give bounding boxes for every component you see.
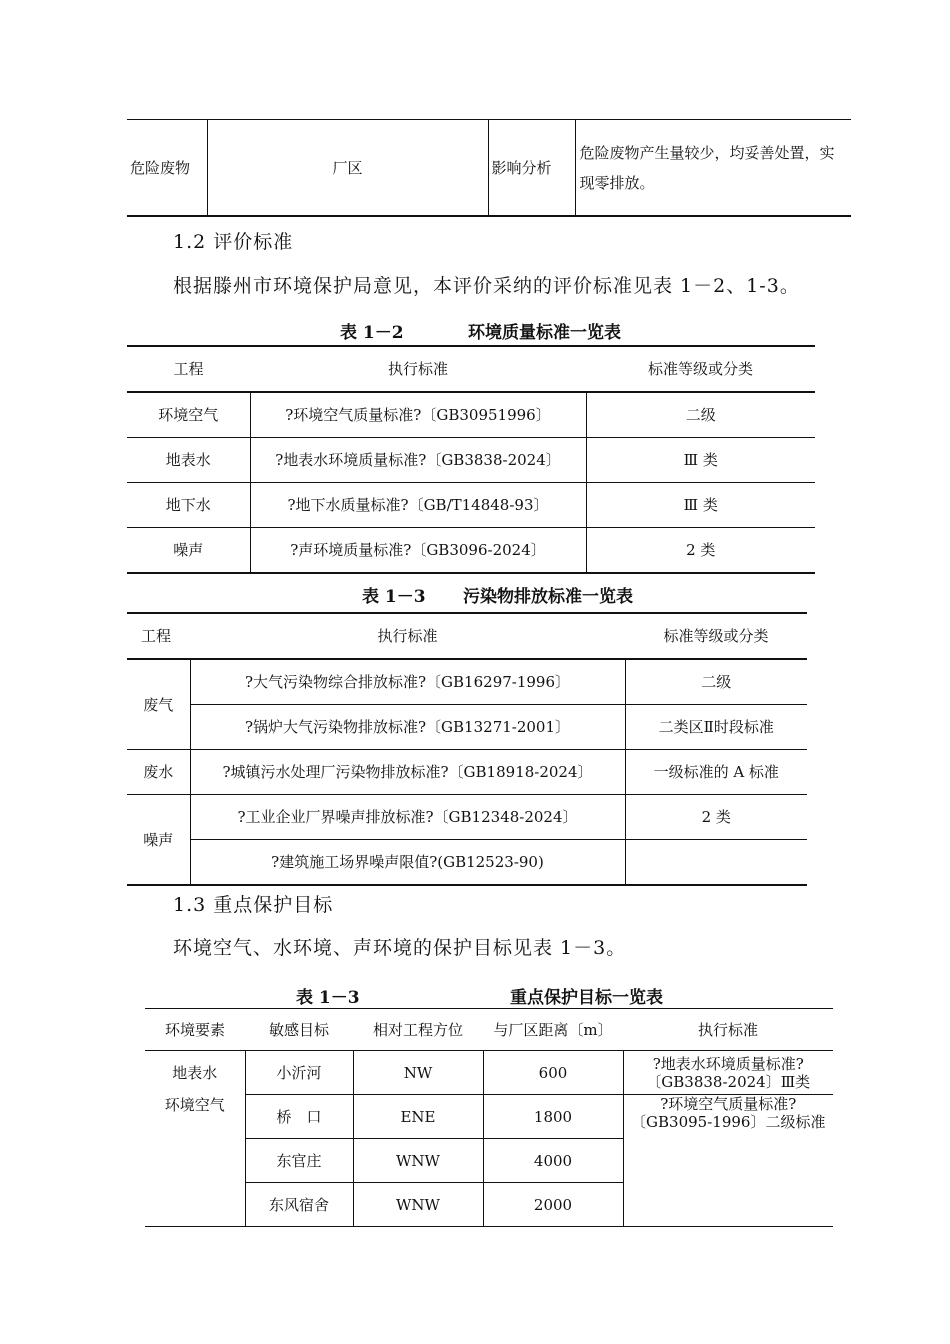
table-cell: 二级 — [586, 392, 815, 438]
environment-quality-standards-table — [127, 345, 815, 574]
table-cell: 地下水 — [127, 483, 250, 528]
group-cell: 废气 — [127, 659, 190, 750]
table-cell: 地表水 — [127, 438, 250, 483]
table-cell: 影响分析 — [488, 120, 575, 217]
table-caption-title: 重点保护目标一览表 — [510, 988, 663, 1008]
table-cell: ENE — [353, 1095, 483, 1139]
table-cell: 危险废物产生量较少，均妥善处置，实现零排放。 — [575, 120, 851, 217]
table-row — [127, 392, 815, 438]
table-cell: 4000 — [483, 1139, 623, 1183]
table-cell: 2 类 — [625, 795, 807, 840]
table-cell: 桥 口 — [245, 1095, 353, 1139]
table-cell: 二类区Ⅱ时段标准 — [625, 705, 807, 750]
table-cell — [625, 840, 807, 886]
pollutant-emission-standards-table — [127, 612, 807, 886]
column-header: 相对工程方位 — [353, 1009, 483, 1051]
paragraph: 根据滕州市环境保护局意见，本评价采纳的评价标准见表 1－2、1-3。 — [173, 275, 800, 297]
table-caption-number: 表 1－2 — [340, 323, 404, 343]
table-cell: 二级 — [625, 659, 807, 705]
table-row — [145, 1095, 833, 1139]
table-row — [127, 528, 815, 574]
table-cell: 危险废物 — [130, 158, 191, 177]
column-header: 执行标准 — [623, 1009, 833, 1051]
table-cell: ?地表水环境质量标准?〔GB3838-2024〕 — [250, 438, 586, 483]
table-cell: ?环境空气质量标准?〔GB30951996〕 — [250, 392, 586, 438]
table-row — [127, 120, 851, 217]
hazardous-waste-table — [127, 119, 851, 217]
table-header-row — [145, 1009, 833, 1051]
column-header: 标准等级或分类 — [586, 346, 815, 392]
table-row — [127, 705, 807, 750]
table-cell: 2 类 — [686, 541, 716, 559]
table-cell: ?地下水质量标准?〔GB/T14848-93〕 — [250, 483, 586, 528]
table-header-row — [127, 346, 815, 392]
column-header: 执行标准 — [190, 613, 625, 659]
section-heading-1-2: 1.2 评价标准 — [173, 231, 294, 253]
table-cell: ?环境空气质量标准?〔GB3095-1996〕二级标准 — [623, 1095, 833, 1227]
table-cell: WNW — [353, 1139, 483, 1183]
table-cell: ?锅炉大气污染物排放标准?〔GB13271-2001〕 — [190, 705, 625, 750]
table-caption-number: 表 1－3 — [296, 988, 360, 1008]
table-cell: ?建筑施工场界噪声限值?(GB12523-90) — [190, 840, 625, 886]
table-cell: 600 — [483, 1051, 623, 1095]
table-row — [145, 1051, 833, 1095]
table-cell: 东风宿舍 — [245, 1183, 353, 1227]
table-row — [127, 659, 807, 705]
table-row — [127, 750, 807, 795]
table-cell: 地表水 — [172, 1063, 218, 1082]
table-cell: ?城镇污水处理厂污染物排放标准?〔GB18918-2024〕 — [190, 750, 625, 795]
column-header: 工程 — [127, 346, 250, 392]
group-cell: 废水 — [127, 750, 190, 795]
table-cell: ?声环境质量标准?〔GB3096-2024〕 — [250, 528, 586, 574]
table-cell: ?大气污染物综合排放标准?〔GB16297-1996〕 — [190, 659, 625, 705]
column-header: 与厂区距离〔m〕 — [483, 1009, 623, 1051]
table-cell: ?工业企业厂界噪声排放标准?〔GB12348-2024〕 — [190, 795, 625, 840]
table-row — [127, 840, 807, 886]
table-cell: ?地表水环境质量标准?〔GB3838-2024〕Ⅲ类 — [623, 1051, 833, 1095]
table-caption-number: 表 1－3 — [362, 587, 426, 607]
section-heading-1-3: 1.3 重点保护目标 — [173, 894, 334, 916]
column-header: 工程 — [127, 613, 190, 659]
table-row — [127, 438, 815, 483]
column-header: 执行标准 — [250, 346, 586, 392]
table-cell: NW — [353, 1051, 483, 1095]
table-cell: 环境空气 — [127, 392, 250, 438]
table-cell: 1800 — [483, 1095, 623, 1139]
table-cell: 2000 — [483, 1183, 623, 1227]
column-header: 环境要素 — [145, 1009, 245, 1051]
table-caption-title: 环境质量标准一览表 — [468, 323, 621, 343]
table-cell: WNW — [353, 1183, 483, 1227]
column-header: 敏感目标 — [245, 1009, 353, 1051]
table-cell: Ⅲ 类 — [586, 483, 815, 528]
table-cell: 厂区 — [207, 120, 488, 217]
table-cell: Ⅲ 类 — [586, 438, 815, 483]
table-caption-title: 污染物排放标准一览表 — [463, 587, 633, 607]
table-cell: 一级标准的 A 标准 — [625, 750, 807, 795]
table-cell: 环境空气 — [164, 1095, 225, 1114]
table-row — [127, 795, 807, 840]
group-cell: 噪声 — [143, 830, 174, 849]
table-cell: 小沂河 — [245, 1051, 353, 1095]
paragraph: 环境空气、水环境、声环境的保护目标见表 1－3。 — [173, 937, 627, 959]
protection-targets-table — [145, 1008, 833, 1227]
table-cell: 噪声 — [173, 541, 204, 559]
table-row — [127, 483, 815, 528]
table-header-row — [127, 613, 807, 659]
table-cell: 东官庄 — [245, 1139, 353, 1183]
column-header: 标准等级或分类 — [625, 613, 807, 659]
